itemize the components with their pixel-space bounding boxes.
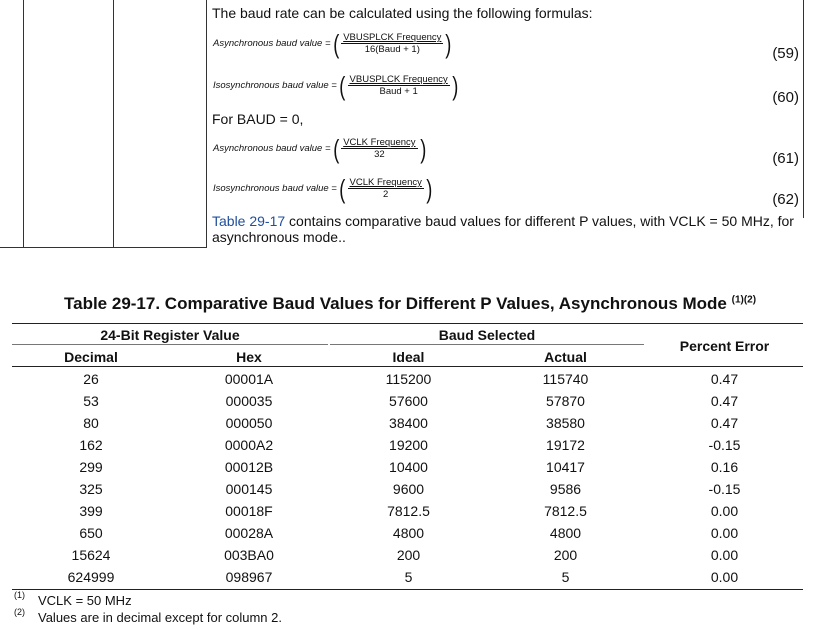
formula-61: Asynchronous baud value = ( $\frac{\text{VCLK Frequency}}{32}$ ) <box>213 133 426 164</box>
footnote-1-mark: (1) <box>14 590 25 600</box>
table-group-rule-left <box>12 344 328 345</box>
cell-actual: 19172 <box>546 437 585 453</box>
cell-hex: 00012B <box>224 459 274 475</box>
cell-decimal: 80 <box>83 415 99 431</box>
top-table-border-left <box>23 0 24 248</box>
footnote-1 <box>14 590 132 608</box>
footnote-1-text: VCLK = 50 MHz <box>38 593 132 608</box>
cell-actual: 200 <box>553 547 578 563</box>
cell-ideal: 19200 <box>389 437 428 453</box>
cell-actual: 115740 <box>542 371 589 387</box>
formula-60: Isosynchronous baud value = ( $\frac{\text{VBUSPLCK Frequency}}{\text{Baud + 1}}$ ) <box>213 70 459 101</box>
group-header-register: 24-Bit Register Value <box>100 327 240 343</box>
cell-percent-error: 0.00 <box>710 525 739 541</box>
table-reference-text <box>212 213 797 245</box>
cell-decimal: 624999 <box>67 569 115 585</box>
cell-percent-error: 0.16 <box>710 459 739 475</box>
table-header-rule <box>12 366 803 367</box>
cell-actual: 5 <box>561 569 570 585</box>
cell-decimal: 325 <box>79 481 103 497</box>
formula-61-denominator: 32 <box>374 149 385 160</box>
cell-hex: 098967 <box>225 569 273 585</box>
cell-hex: 003BA0 <box>224 547 274 563</box>
cell-percent-error: 0.47 <box>710 415 739 431</box>
cell-percent-error: -0.15 <box>708 481 741 497</box>
formula-62-lhs: Isosynchronous baud value = <box>213 183 337 194</box>
group-header-baud: Baud Selected <box>438 327 536 343</box>
cell-percent-error: 0.00 <box>710 569 739 585</box>
cell-decimal: 15624 <box>71 547 111 563</box>
cell-actual: 38580 <box>546 415 585 431</box>
cell-hex: 0000A2 <box>224 437 274 453</box>
table-group-rule-right <box>330 344 644 345</box>
table-reference-text-line1: contains comparative baud values for different P values, with VCLK = 50 MHz, for <box>285 213 794 229</box>
formula-59-lhs: Asynchronous baud value = <box>213 38 331 49</box>
cell-percent-error: 0.47 <box>710 371 739 387</box>
cell-decimal: 53 <box>83 393 99 409</box>
cell-hex: 000050 <box>225 415 273 431</box>
cell-ideal: 4800 <box>392 525 425 541</box>
col-header-ideal: Ideal <box>392 349 425 365</box>
table-title-notes: (1)(2) <box>731 294 757 306</box>
top-table-border-col3 <box>206 0 207 248</box>
table-29-17-link[interactable]: Table 29-17 <box>212 213 286 229</box>
intro-text: The baud rate can be calculated using the following formulas: <box>212 5 593 21</box>
cell-decimal: 399 <box>79 503 103 519</box>
cell-percent-error: 0.00 <box>710 503 739 519</box>
top-table-border-bottom <box>0 247 207 248</box>
table-reference-text-line2: asynchronous mode.. <box>212 229 346 245</box>
formula-62: Isosynchronous baud value = ( $\frac{\text{VCLK Frequency}}{2}$ ) <box>213 173 433 204</box>
top-table-border-col2 <box>113 0 114 248</box>
formula-62-numerator: VCLK Frequency <box>349 177 422 188</box>
formula-59: Asynchronous baud value = ( $\frac{\text{VBUSPLCK Frequency}}{\text{16(Baud + 1)}}$ ) <box>213 28 452 59</box>
cell-actual: 4800 <box>549 525 582 541</box>
formula-60-denominator: Baud + 1 <box>379 86 418 97</box>
formula-61-lhs: Asynchronous baud value = <box>213 143 331 154</box>
cell-percent-error: 0.00 <box>710 547 739 563</box>
footnote-2-mark: (2) <box>14 607 25 617</box>
top-table-border-right <box>803 0 804 218</box>
col-header-actual: Actual <box>544 349 587 365</box>
cell-actual: 7812.5 <box>544 503 587 519</box>
formula-61-numerator: VCLK Frequency <box>343 137 416 148</box>
equation-number-59: (59) <box>772 45 799 62</box>
cell-ideal: 10400 <box>389 459 428 475</box>
cell-hex: 00028A <box>224 525 274 541</box>
equation-number-62: (62) <box>772 191 799 208</box>
equation-number-61: (61) <box>772 150 799 167</box>
cell-hex: 000035 <box>225 393 273 409</box>
cell-ideal: 200 <box>396 547 421 563</box>
cell-ideal: 57600 <box>389 393 428 409</box>
cell-ideal: 9600 <box>392 481 425 497</box>
cell-ideal: 5 <box>404 569 413 585</box>
cell-ideal: 7812.5 <box>387 503 430 519</box>
cell-actual: 57870 <box>546 393 585 409</box>
cell-actual: 10417 <box>546 459 585 475</box>
col-header-percent-error: Percent Error <box>679 338 770 354</box>
equation-number-60: (60) <box>772 89 799 106</box>
footnote-2 <box>14 607 282 625</box>
table-title-text: Table 29-17. Comparative Baud Values for Different P Values, Asynchronous Mode <box>64 294 727 313</box>
formula-59-denominator: 16(Baud + 1) <box>364 44 420 55</box>
formula-60-numerator: VBUSPLCK Frequency <box>349 74 448 85</box>
table-bottom-rule <box>12 589 803 590</box>
cell-hex: 000145 <box>225 481 273 497</box>
formula-62-denominator: 2 <box>383 189 389 200</box>
cell-hex: 00018F <box>225 503 273 519</box>
cell-decimal: 26 <box>83 371 99 387</box>
cell-percent-error: 0.47 <box>710 393 739 409</box>
cell-decimal: 299 <box>79 459 103 475</box>
col-header-decimal: Decimal <box>64 349 118 365</box>
cell-ideal: 115200 <box>385 371 432 387</box>
cell-percent-error: -0.15 <box>708 437 741 453</box>
cell-actual: 9586 <box>549 481 582 497</box>
formula-59-numerator: VBUSPLCK Frequency <box>343 32 442 43</box>
cell-decimal: 650 <box>79 525 103 541</box>
table-top-rule <box>12 323 803 324</box>
cell-ideal: 38400 <box>389 415 428 431</box>
formula-60-lhs: Isosynchronous baud value = <box>213 80 337 91</box>
baud-zero-text: For BAUD = 0, <box>212 111 304 127</box>
footnote-2-text: Values are in decimal except for column 2. <box>38 610 282 625</box>
col-header-hex: Hex <box>236 349 262 365</box>
cell-hex: 00001A <box>224 371 274 387</box>
cell-decimal: 162 <box>79 437 103 453</box>
table-title <box>64 294 756 314</box>
